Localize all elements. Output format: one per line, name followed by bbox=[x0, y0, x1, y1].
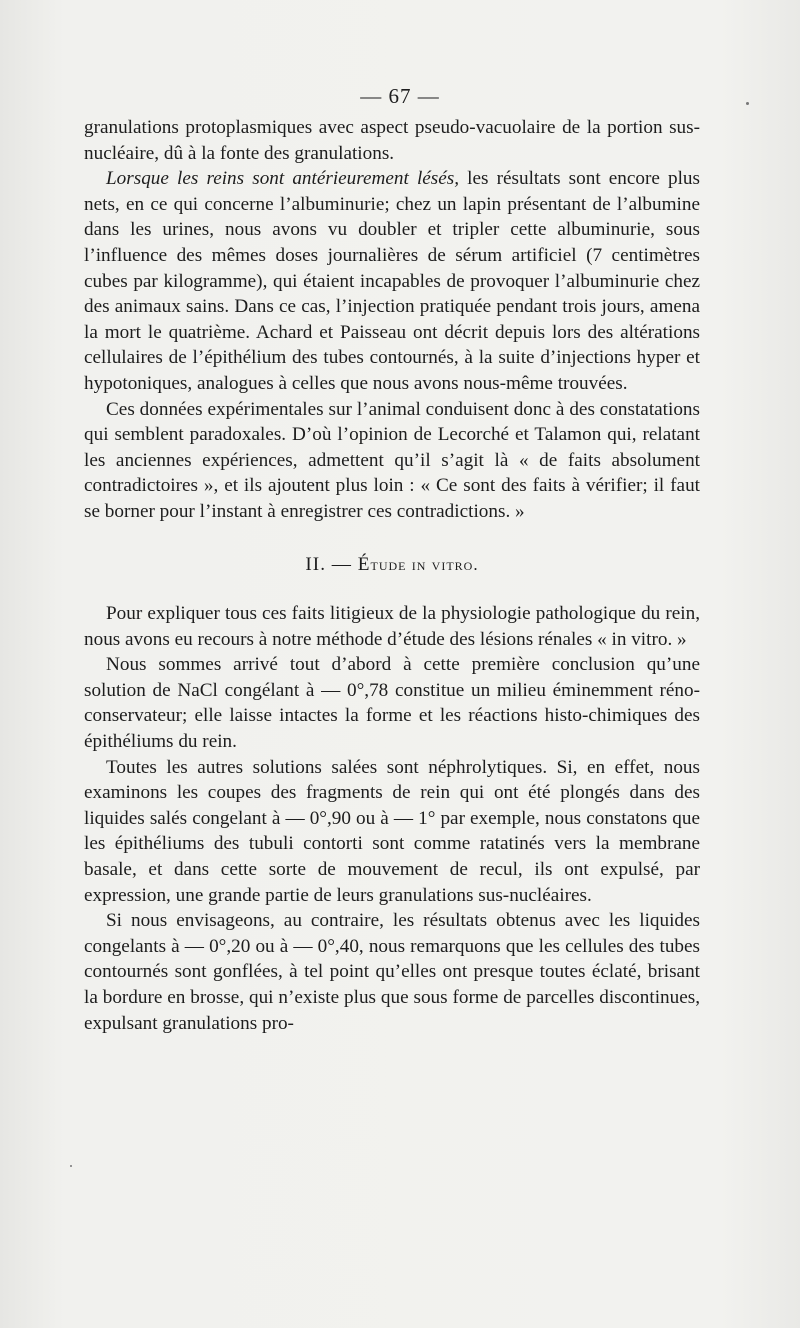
page-number: — 67 — bbox=[360, 84, 440, 108]
body-text bbox=[84, 115, 700, 1036]
heading-prefix: II. — É bbox=[305, 553, 371, 575]
paragraph: Ces données expérimentales sur l’animal conduisent donc à des constatations qui semblent paradoxales. D’où l’opinion de Lecorché et Talamon qui, relatant les anciennes expériences, admettent qu’il s’agit là « de faits absolument contradictoires », et ils ajoutent plus loin : « Ce sont des faits à vérifier; il faut se borner pour l’instant à enregistrer ces contradictions. » bbox=[84, 398, 700, 522]
paragraph: Toutes les autres solutions salées sont néphrolytiques. Si, en effet, nous examinons les coupes des fragments de rein qui ont été plongés dans des liquides salés congelant à — 0°,90 ou à — 1° par exemple, nous constatons que les épithéliums des tubuli contorti sont comme ratatinés vers la membrane basale, et dans cette sorte de mouvement de recul, ils ont expulsé, par expression, une grande partie de leurs granulations sus-nucléaires. bbox=[84, 756, 700, 906]
paragraph-text: les résultats sont encore plus nets, en ce qui concerne l’albuminurie; chez un lapin présentant de l’albumine dans les urines, nous avons vu doubler et tripler cette albuminurie, sous l’influence des mêmes doses journalières de sérum artificiel (7 centimètres cubes par kilogramme), qui étaient incapables de provoquer l’albuminurie chez des animaux sains. Dans ce cas, l’injection pratiquée pendant trois jours, amena la mort le quatrième. Achard et Paisseau ont décrit depuis lors des altérations cellulaires de l’épithélium des tubes contournés, à la suite d’injections hyper et hypotoniques, analogues à celles que nous avons nous-même trouvées. bbox=[84, 168, 700, 394]
paragraph bbox=[84, 166, 700, 396]
heading-smallcaps: tude in vitro. bbox=[370, 554, 479, 574]
section-heading bbox=[84, 552, 700, 578]
paper-speck bbox=[70, 1165, 72, 1167]
paragraph: granulations protoplasmiques avec aspect pseudo-vacuolaire de la portion sus-nucléaire, dû à la fonte des granulations. bbox=[84, 117, 700, 164]
paragraph: Pour expliquer tous ces faits litigieux de la physiologie pathologique du rein, nous avons eu recours à notre méthode d’étude des lésions rénales « in vitro. » bbox=[84, 603, 700, 650]
italic-phrase: Lorsque les reins sont antérieurement lésés, bbox=[106, 168, 460, 190]
paragraph: Si nous envisageons, au contraire, les résultats obtenus avec les liquides congelants à — 0°,20 ou à — 0°,40, nous remarquons que les cellules des tubes contournés sont gonflées, à tel point qu’elles ont presque toutes éclaté, brisant la bordure en brosse, qui n’existe plus que sous forme de parcelles discontinues, expulsant granulations pro- bbox=[84, 910, 700, 1034]
paragraph: Nous sommes arrivé tout d’abord à cette première conclusion qu’une solution de NaCl congélant à — 0°,78 constitue un milieu éminemment réno-conservateur; elle laisse intactes la forme et les réactions histo-chimiques des épithéliums du rein. bbox=[84, 654, 700, 753]
